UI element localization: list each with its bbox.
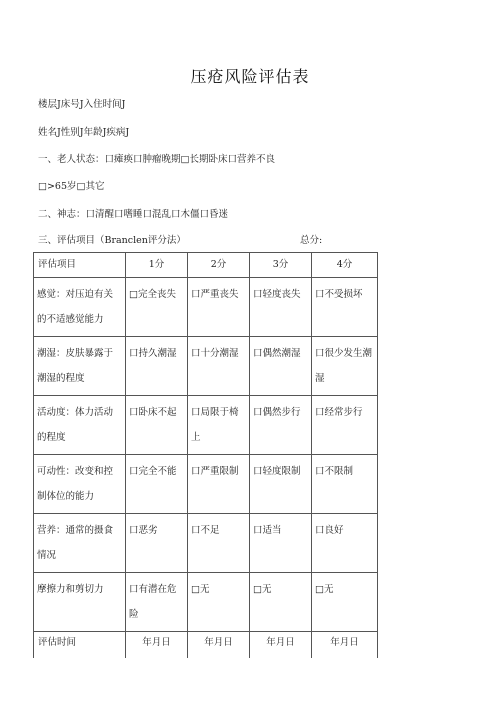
header-cell: 评估项目 [34, 253, 126, 278]
option-cell[interactable]: 口良好 [312, 514, 378, 573]
table-row [34, 337, 378, 396]
table-row [34, 278, 378, 337]
info-line-location: 楼层J床号J入住时间J [38, 99, 126, 110]
option-cell[interactable]: 口轻度丧失 [250, 278, 312, 337]
option-cell[interactable]: 口有潜在危险 [126, 573, 188, 632]
option-cell[interactable]: 口很少发生潮湿 [312, 337, 378, 396]
option-cell[interactable]: 口轻度限制 [250, 455, 312, 514]
date-cell[interactable]: 年月日 [188, 632, 250, 659]
criterion-cell: 潮湿：皮肤暴露于潮湿的程度 [34, 337, 126, 396]
form-title: 压疮风险评估表 [190, 67, 310, 86]
option-cell[interactable]: 口卧床不起 [126, 396, 188, 455]
option-cell[interactable]: 口持久潮湿 [126, 337, 188, 396]
date-label-cell: 评估时间 [34, 632, 126, 659]
option-cell[interactable]: 口不足 [188, 514, 250, 573]
section-three-heading: 三、评估项目（Branclen评分法） [38, 235, 186, 246]
criterion-cell: 感觉：对压迫有关的不适感觉能力 [34, 278, 126, 337]
header-cell: 2分 [188, 253, 250, 278]
assessment-date-row [34, 632, 378, 659]
header-cell: 3分 [250, 253, 312, 278]
criterion-cell: 摩擦力和剪切力 [34, 573, 126, 632]
option-cell[interactable]: 口适当 [250, 514, 312, 573]
table-header-row [34, 253, 378, 278]
elder-status-line-continued: □>65岁□其它 [38, 181, 105, 192]
option-cell[interactable]: □完全丧失 [126, 278, 188, 337]
mental-status-line: 二、神志：口清醒口嗜睡口混乱口木僵口昏迷 [38, 209, 229, 220]
option-cell[interactable]: 口严重丧失 [188, 278, 250, 337]
braden-assessment-table [33, 252, 378, 658]
date-cell[interactable]: 年月日 [126, 632, 188, 659]
option-cell[interactable]: □无 [188, 573, 250, 632]
option-cell[interactable]: 口完全不能 [126, 455, 188, 514]
option-cell[interactable]: 口不受损坏 [312, 278, 378, 337]
option-cell[interactable]: 口严重限制 [188, 455, 250, 514]
date-cell[interactable]: 年月日 [250, 632, 312, 659]
option-cell[interactable]: 口偶然潮湿 [250, 337, 312, 396]
criterion-cell: 营养：通常的摄食情况 [34, 514, 126, 573]
table-row [34, 514, 378, 573]
table-row [34, 396, 378, 455]
option-cell[interactable]: □无 [250, 573, 312, 632]
header-cell: 4分 [312, 253, 378, 278]
total-score-label: 总分: [300, 235, 323, 246]
info-line-personal: 姓名J性别J年龄J疾病J [38, 127, 130, 138]
table-row [34, 455, 378, 514]
option-cell[interactable]: 口不限制 [312, 455, 378, 514]
option-cell[interactable]: □无 [312, 573, 378, 632]
option-cell[interactable]: 口经常步行 [312, 396, 378, 455]
option-cell[interactable]: 口局限于椅上 [188, 396, 250, 455]
header-cell: 1分 [126, 253, 188, 278]
elder-status-line: 一、老人状态：口瘫痪口肿瘤晚期□长期卧床口营养不良 [38, 154, 275, 165]
option-cell[interactable]: 口偶然步行 [250, 396, 312, 455]
option-cell[interactable]: 口十分潮湿 [188, 337, 250, 396]
option-cell[interactable]: 口恶劣 [126, 514, 188, 573]
date-cell[interactable]: 年月日 [312, 632, 378, 659]
criterion-cell: 可动性：改变和控制体位的能力 [34, 455, 126, 514]
criterion-cell: 活动度：体力活动的程度 [34, 396, 126, 455]
table-row [34, 573, 378, 632]
